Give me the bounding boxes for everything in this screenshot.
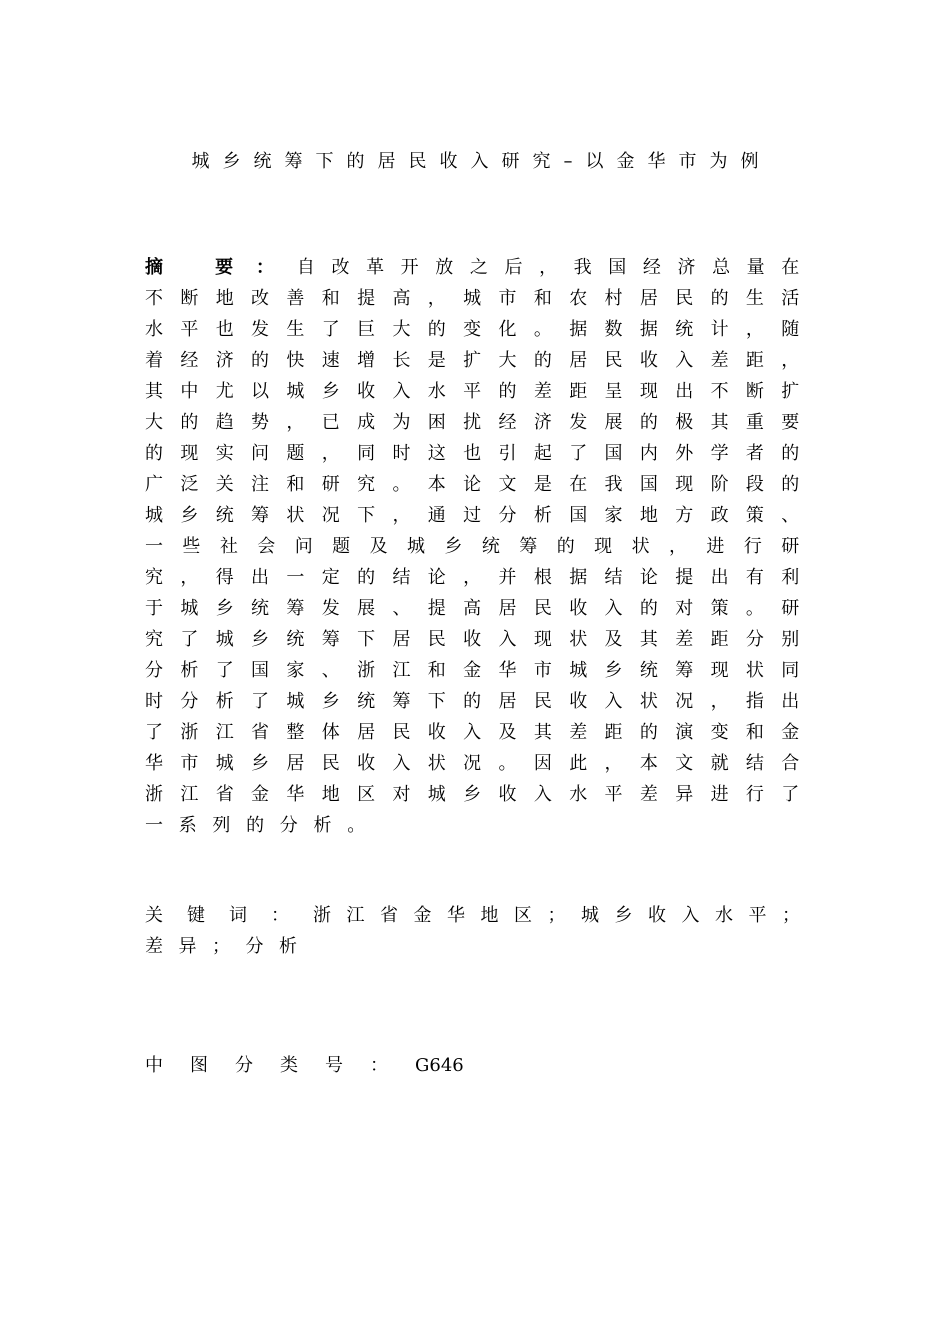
keywords-text: 浙江省金华地区；城乡收入水平；差异；分析 (145, 905, 816, 957)
classification-value: G646 (415, 1055, 464, 1076)
keywords-section (145, 900, 825, 962)
abstract-text: 自改革开放之后，我国经济总量在不断地改善和提高，城市和农村居民的生活水平也发生了巨大的变化。据数据统计，随着经济的快速增长是扩大的居民收入差距，其中尤以城乡收入水平的差距呈现出不断扩大的趋势，已成为困扰经济发展的极其重要的现实问题，同时这也引起了国内外学者的广泛关注和研究。本论文是在我国现阶段的城乡统筹状况下，通过分析国家地方政策、一些社会问题及城乡统筹的现状，进行研究，得出一定的结论，并根据结论提出有利于城乡统筹发展、提高居民收入的对策。研究了城乡统筹下居民收入现状及其差距分别分析了国家、浙江和金华市城乡统筹现状同时分析了城乡统筹下的居民收入状况，指出了浙江省整体居民收入及其差距的演变和金华市城乡居民收入状况。因此，本文就结合浙江省金华地区对城乡收入水平差异进行了一系列的分析。 (145, 257, 815, 836)
classification-label: 中图分类号： (145, 1055, 415, 1076)
abstract-paragraph (145, 252, 815, 841)
document-title: 城乡统筹下的居民收入研究–以金华市为例 (191, 151, 772, 172)
keywords-label: 关键词： (145, 905, 313, 926)
abstract-label: 摘 要： (145, 257, 297, 278)
classification-section (145, 1050, 464, 1081)
